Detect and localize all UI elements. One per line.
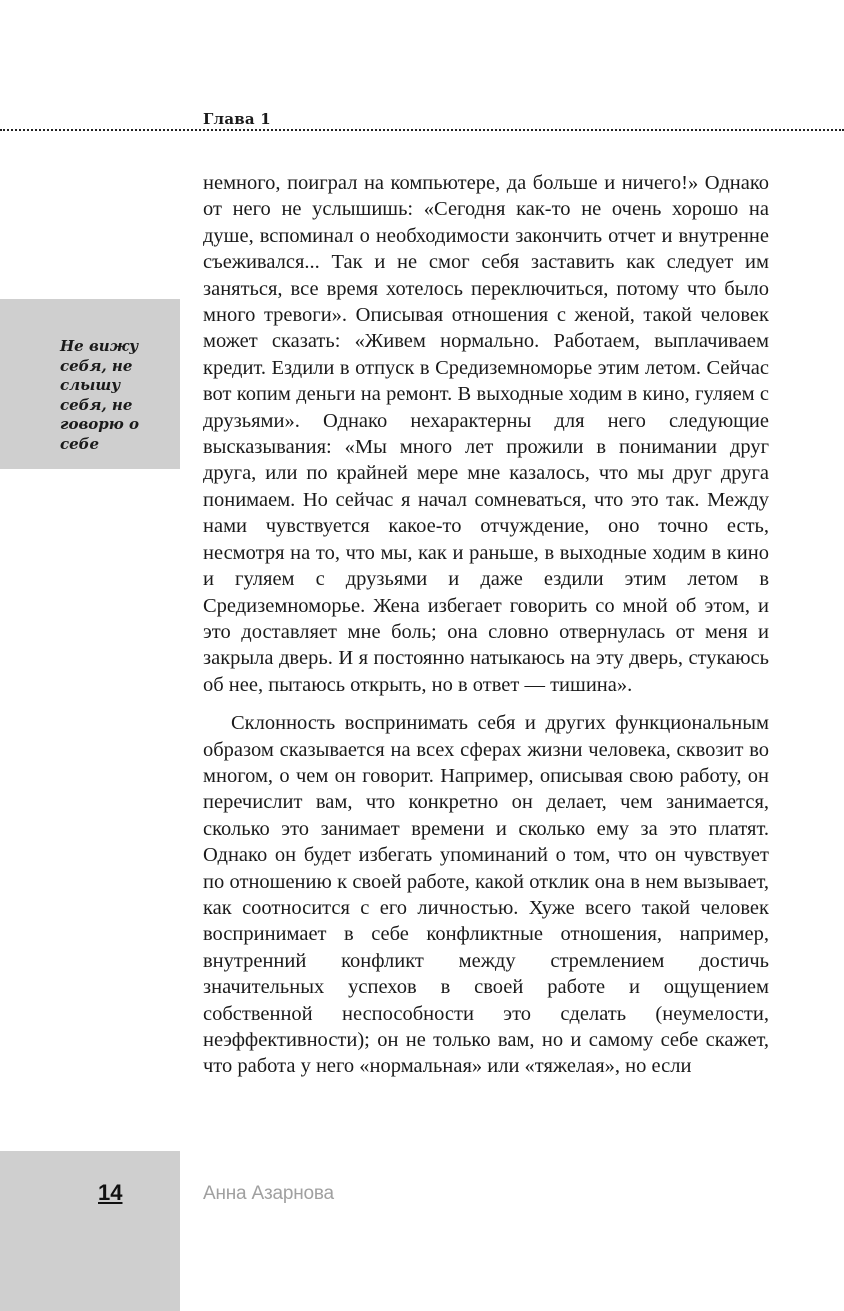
chapter-header: Глава 1 <box>203 110 271 128</box>
footer-box <box>0 1151 180 1311</box>
paragraph: Склонность воспринимать себя и других функциональным образом сказывается на всех сферах жизни человека, сквозит во многом, о чем он говорит. Например, описывая свою работу, он перечислит вам, что конкретно он делает, чем занимается, сколько это занимает времени и сколько ему за это платят. Однако он будет избегать упоминаний о том, что он чувствует по отношению к своей работе, какой отклик она в нем вызывает, как соотносится с его личностью. Хуже всего такой человек воспринимает в себе конфликтные отношения, например, внутренний конфликт между стремлением достичь значительных успехов в своей работе и ощущением собственной неспособности это сделать (неумелости, неэффективности); он не только вам, но и самому себе скажет, что работа у него «нормальная» или «тяжелая», но если <box>203 712 769 1078</box>
header-dotted-rule <box>0 129 844 131</box>
page-number: 14 <box>98 1180 123 1205</box>
margin-note: Не вижу себя, не слышу себя, не говорю о себе <box>60 337 140 453</box>
body-text <box>203 170 769 1080</box>
author-name: Анна Азарнова <box>203 1183 334 1204</box>
paragraph: немного, поиграл на компьютере, да больше и ничего!» Однако от него не услышишь: «Сегодня как-то не очень хорошо на душе, вспоминал о необходимости закончить отчет и внутренне съеживался... Так и не смог себя заставить как следует им заняться, все время хотелось переключиться, потому что было много тревоги». Описывая отношения с женой, такой человек может сказать: «Живем нормально. Работаем, выплачиваем кредит. Ездили в отпуск в Средиземноморье этим летом. Сейчас вот копим деньги на ремонт. В выходные ходим в кино, гуляем с друзьями». Однако нехарактерны для него следующие высказывания: «Мы много лет прожили в понимании друг друга, или по крайней мере мне казалось, что мы друг друга понимаем. Но сейчас я начал сомневаться, что это так. Между нами чувствуется какое-то отчуждение, оно точно есть, несмотря на то, что мы, как и раньше, в выходные ходим в кино и гуляем с друзьями и даже ездили этим летом в Средиземноморье. Жена избегает говорить со мной об этом, и это доставляет мне боль; она словно отвернулась от меня и закрыла дверь. И я постоянно натыкаюсь на эту дверь, стукаюсь об нее, пытаюсь открыть, но в ответ — тишина». <box>203 172 769 696</box>
